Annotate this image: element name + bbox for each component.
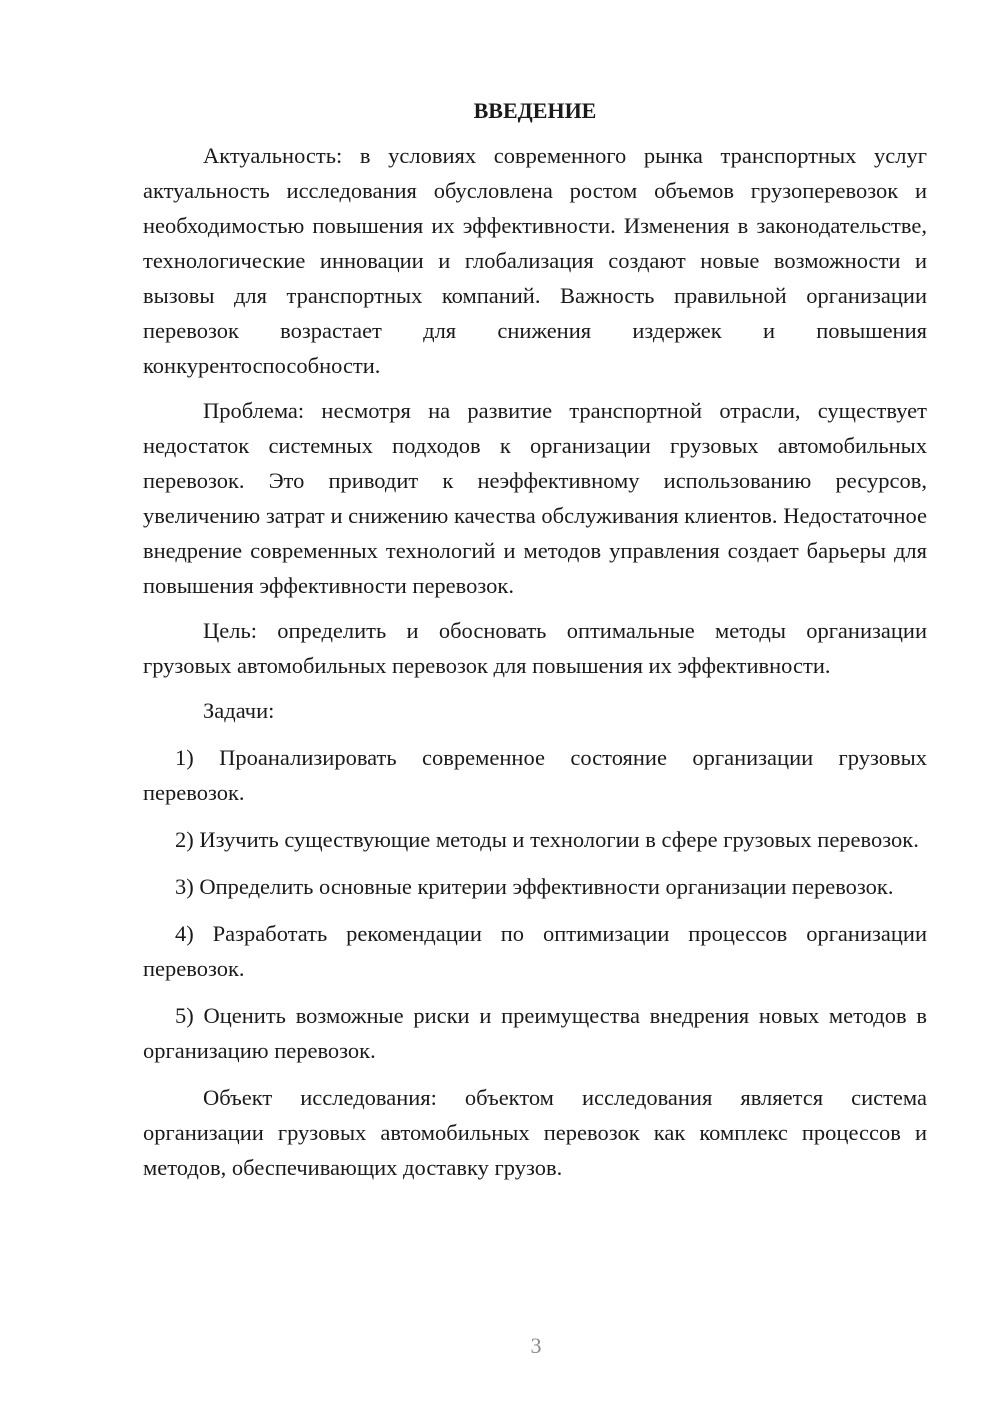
tasks-heading: Задачи: [203,698,275,723]
task-item-3: 3) Определить основные критерии эффективности организации перевозок. [175,874,894,899]
task-item-1: 1) Проанализировать современное состояние организации грузовых перевозок. [143,745,927,805]
task-item-2: 2) Изучить существующие методы и технологии в сфере грузовых перевозок. [175,827,919,852]
task-item-5: 5) Оценить возможные риски и преимущества внедрения новых методов в организацию перевозок. [143,1003,927,1063]
task-item-4: 4) Разработать рекомендации по оптимизации процессов организации перевозок. [143,921,927,981]
paragraph-object: Объект исследования: объектом исследования является система организации грузовых автомобильных перевозок как комплекс процессов и методов, обеспечивающих доставку грузов. [143,1085,927,1180]
tasks-list [143,740,927,1068]
paragraph-relevance: Актуальность: в условиях современного рынка транспортных услуг актуальность исследования обусловлена ростом объемов грузоперевозок и необходимостью повышения их эффективности. Изменения в законодательстве, технологические инновации и глобализация создают новые возможности и вызовы для транспортных компаний. Важность правильной организации перевозок возрастает для снижения издержек и повышения конкурентоспособности. [143,143,927,378]
paragraph-problem: Проблема: несмотря на развитие транспортной отрасли, существует недостаток системных подходов к организации грузовых автомобильных перевозок. Это приводит к неэффективному использованию ресурсов, увеличению затрат и снижению качества обслуживания клиентов. Недостаточное внедрение современных технологий и методов управления создает барьеры для повышения эффективности перевозок. [143,398,927,598]
paragraph-goal: Цель: определить и обосновать оптимальные методы организации грузовых автомобильных перевозок для повышения их эффективности. [143,618,927,678]
document-page [143,94,927,1185]
section-title: ВВЕДЕНИЕ [473,98,597,123]
page-number: 3 [530,1333,542,1358]
